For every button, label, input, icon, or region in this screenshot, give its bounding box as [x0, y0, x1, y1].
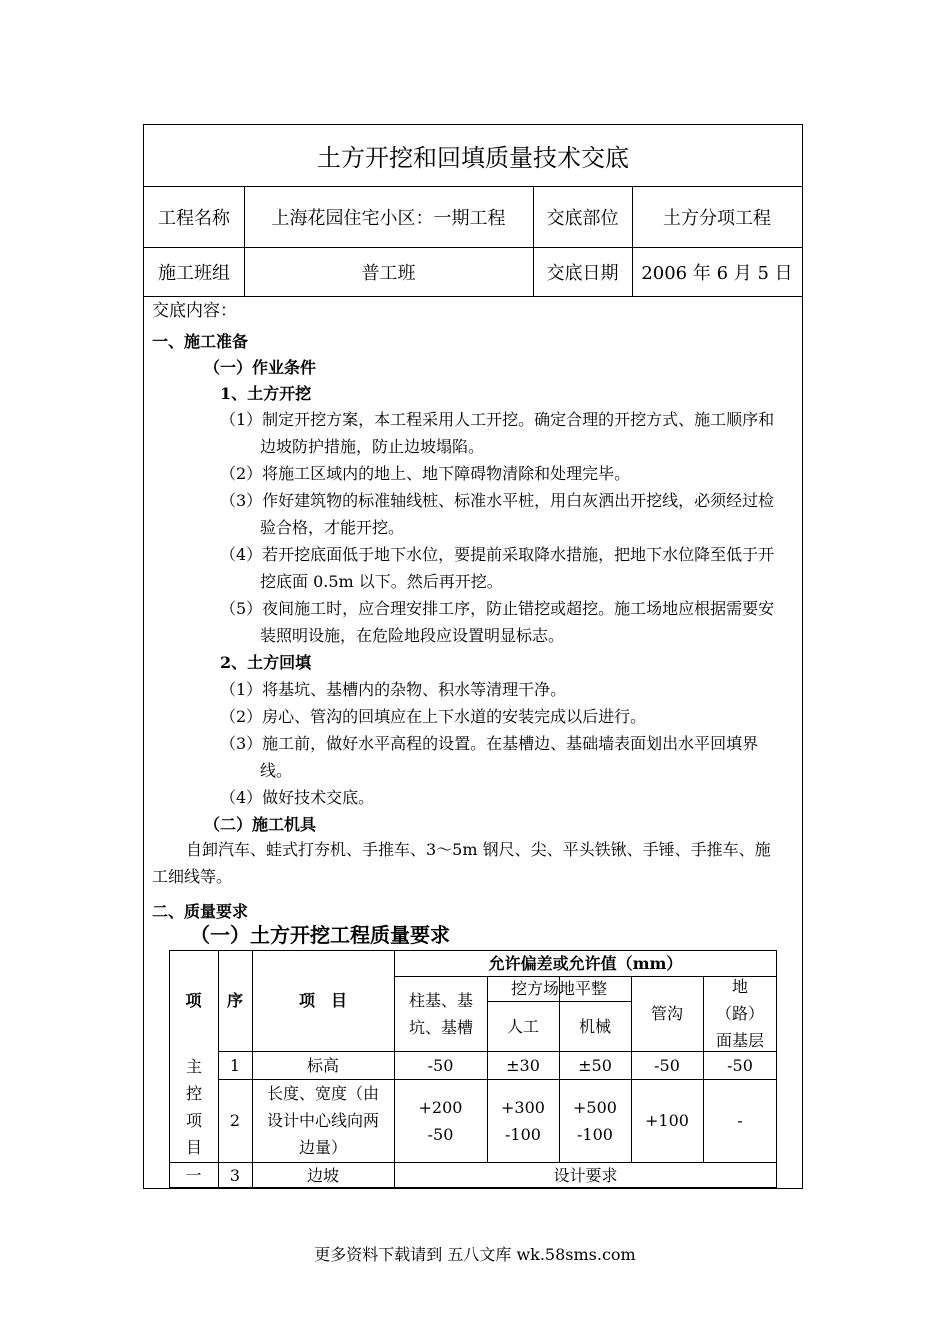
project-value: 上海花园住宅小区：一期工程 [271, 207, 506, 229]
header-manual: 人工 [506, 1016, 539, 1036]
header-foundation: 柱基、基坑、基槽 [408, 990, 473, 1037]
paragraph: （1）将基坑、基槽内的杂物、积水等清理干净。 [220, 680, 567, 699]
paragraph: （3）作好建筑物的标准轴线桩、标准水平桩，用白灰洒出开挖线，必须经过检 [220, 491, 775, 510]
header-seq: 序 [226, 991, 243, 1010]
row-value: - [737, 1111, 743, 1130]
paragraph: 装照明设施，在危险地段应设置明显标志。 [260, 626, 565, 645]
paragraph: （2）房心、管沟的回填应在上下水道的安装完成以后进行。 [220, 707, 647, 726]
paragraph: （4）若开挖底面低于地下水位，要提前采取降水措施，把地下水位降至低于开 [220, 545, 775, 564]
row-seq: 3 [229, 1165, 241, 1185]
content-heading: 交底内容： [152, 301, 237, 321]
paragraph: （1）制定开挖方案，本工程采用人工开挖。确定合理的开挖方式、施工顺序和 [220, 410, 775, 429]
row-name: 标高 [306, 1055, 339, 1075]
project-label: 工程名称 [158, 207, 230, 229]
paragraph: 自卸汽车、蛙式打夯机、手推车、3～5m 钢尺、尖、平头铁锹、手锤、手推车、施 [186, 840, 771, 859]
row-value: +100 [645, 1111, 689, 1130]
paragraph: （2）将施工区域内的地上、地下障碍物清除和处理完毕。 [220, 464, 631, 483]
paragraph: 验合格，才能开挖。 [260, 518, 405, 537]
group-main-control: 主控项目 [185, 1056, 202, 1157]
header-site-leveling: 挖方场地平整 [510, 979, 607, 998]
date-label: 交底日期 [546, 262, 619, 284]
subsection-heading: 2、土方回填 [220, 653, 312, 672]
date-value: 2006 年 6 月 5 日 [641, 262, 793, 284]
row-value: +200 -50 [418, 1097, 463, 1144]
paragraph: （4）做好技术交底。 [220, 788, 375, 807]
subsection-heading: 1、土方开挖 [220, 384, 312, 403]
row-value: -50 [654, 1055, 680, 1075]
subsection-heading: （一）作业条件 [204, 358, 317, 377]
header-road-base: 地（路）面基层 [715, 977, 764, 1050]
group-general: 一 [185, 1165, 202, 1185]
paragraph: （3）施工前，做好水平高程的设置。在基槽边、基础墙表面划出水平回填界 [220, 734, 759, 753]
row-name: 长度、宽度（由设计中心线向两边量） [266, 1084, 379, 1157]
row-value: -50 [427, 1055, 454, 1075]
team-value: 普工班 [361, 262, 416, 284]
header-tolerance: 允许偏差或允许值（mm） [488, 953, 683, 973]
row-seq: 2 [229, 1111, 241, 1130]
paragraph: （5）夜间施工时，应合理安排工序，防止错挖或超挖。施工场地应根据需要安 [220, 599, 775, 618]
paragraph: 边坡防护措施，防止边坡塌陷。 [260, 437, 485, 456]
paragraph: 挖底面 0.5m 以下。然后再开挖。 [260, 572, 503, 591]
header-ditch: 管沟 [650, 1004, 683, 1023]
header-name: 项 目 [298, 991, 347, 1010]
section-1-heading: 一、施工准备 [152, 332, 249, 351]
row-value: ±50 [578, 1055, 612, 1075]
section-2-heading: 二、质量要求 [152, 902, 249, 921]
row-merged-value: 设计要求 [553, 1165, 618, 1185]
header-item: 项 [185, 991, 202, 1010]
row-value: -50 [727, 1055, 753, 1075]
row-value: +300 -100 [501, 1097, 545, 1144]
divider [144, 296, 802, 297]
row-value: ±30 [506, 1055, 540, 1075]
team-label: 施工班组 [158, 262, 230, 284]
table-caption: （一）土方开挖工程质量要求 [190, 923, 450, 947]
header-machine: 机械 [578, 1016, 611, 1036]
row-name: 边坡 [306, 1165, 339, 1185]
row-seq: 1 [229, 1055, 241, 1075]
subsection-heading: （二）施工机具 [204, 815, 317, 834]
row-value: +500 -100 [573, 1097, 617, 1144]
footer-link[interactable]: 更多资料下载请到 五八文库 wk.58sms.com [314, 1245, 636, 1264]
quality-table [169, 950, 777, 1188]
part-value: 土方分项工程 [663, 207, 771, 229]
paragraph: 线。 [260, 761, 293, 780]
page-title: 土方开挖和回填质量技术交底 [317, 144, 629, 172]
part-label: 交底部位 [546, 207, 619, 229]
paragraph: 工细线等。 [152, 867, 233, 886]
